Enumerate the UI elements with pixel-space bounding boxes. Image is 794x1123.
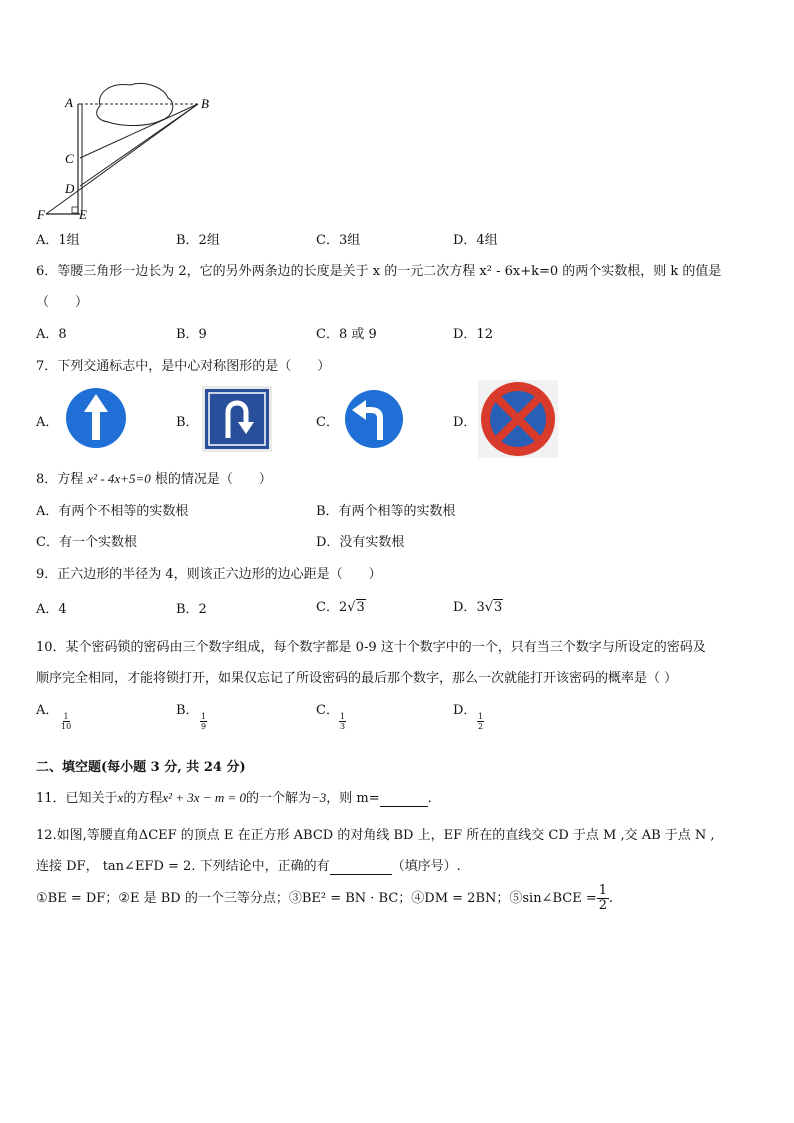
q5-option-b[interactable]: B．2组	[176, 233, 220, 248]
label-f: F	[37, 207, 45, 222]
q5-option-a[interactable]: A．1组	[36, 233, 80, 248]
q12-conclusions	[36, 884, 613, 913]
label-b: B	[201, 96, 209, 111]
q7-option-d-label[interactable]: D．	[453, 415, 477, 430]
q11-var-x: x	[117, 790, 124, 805]
left-turn-sign-icon[interactable]	[342, 388, 406, 450]
q11-end: ．	[427, 791, 441, 806]
right-angle-mark	[72, 207, 78, 213]
q7-option-c-label[interactable]: C．	[316, 415, 339, 430]
up-arrow-sign-icon[interactable]	[64, 386, 128, 450]
q9-option-b[interactable]: B．2	[176, 602, 207, 617]
q9-option-d-coef: 3	[476, 600, 485, 615]
q10-option-b[interactable]	[176, 699, 199, 718]
q11-answer-blank[interactable]	[380, 791, 428, 807]
q10-option-a-label: A．	[36, 703, 59, 718]
q8-equation: x² - 4x+5=0	[87, 471, 151, 486]
q10-stem-line1: 10．某个密码锁的密码由三个数字组成，每个数字都是 0-9 这十个数字中的一个，只有当三个数字与所设定的密码及	[36, 640, 706, 655]
q9-option-c-coef: 2	[338, 600, 348, 615]
q9-option-d[interactable]	[453, 596, 503, 615]
q12-fraction	[597, 884, 609, 913]
label-d: D	[65, 181, 75, 196]
fraction-denominator: 2	[598, 898, 608, 913]
q6-option-b[interactable]: B．9	[176, 327, 207, 342]
fraction-denominator: 3	[340, 722, 346, 731]
q5-geometry-figure	[34, 76, 224, 226]
q10-option-c[interactable]	[316, 699, 339, 718]
no-stopping-sign-icon[interactable]	[478, 380, 558, 458]
q8-option-a[interactable]: A．有两个不相等的实数根	[36, 504, 189, 519]
q8-stem-post: 根的情况是（ ）	[150, 472, 272, 487]
fraction-numerator: 1	[201, 712, 207, 721]
q11-stem	[36, 787, 441, 807]
q11-root: −3	[311, 790, 327, 805]
q9-option-c-label: C．	[316, 600, 339, 615]
q9-option-d-radicand: 3	[494, 600, 503, 615]
q12-stem-line2	[36, 855, 461, 875]
q6-stem-line2: （ ）	[36, 295, 89, 310]
q8-option-d[interactable]: D．没有实数根	[316, 535, 405, 550]
q10-option-c-label: C．	[316, 703, 339, 718]
q10-option-d-fraction	[477, 712, 484, 731]
fraction-numerator: 1	[63, 712, 69, 721]
q8-option-c[interactable]: C．有一个实数根	[36, 535, 137, 550]
q5-option-c[interactable]: C．3组	[316, 233, 361, 248]
q12-conclusions-text: ①BE = DF；②E 是 BD 的一个三等分点；③BE² = BN · BC；④DM = 2BN；⑤sin∠BCE =	[36, 891, 597, 906]
q9-option-d-label: D．	[453, 600, 477, 615]
q11-post2: ，则 m=	[326, 791, 380, 806]
fraction-numerator: 1	[598, 883, 608, 898]
fraction-denominator: 9	[201, 722, 207, 731]
q8-stem	[36, 468, 272, 487]
q10-option-b-fraction	[200, 712, 207, 731]
q10-option-d-label: D．	[453, 703, 477, 718]
q12-line2-post: （填序号）.	[391, 859, 461, 874]
sqrt-symbol: √3	[347, 600, 365, 615]
q7-stem: 7．下列交通标志中，是中心对称图形的是（ ）	[36, 359, 331, 374]
q10-option-c-fraction	[339, 712, 346, 731]
q11-equation: x² + 3x − m = 0	[162, 790, 246, 805]
q6-option-c[interactable]: C．8 或 9	[316, 327, 377, 342]
fraction-denominator: 2	[478, 722, 484, 731]
q5-option-d[interactable]: D．4组	[453, 233, 498, 248]
q9-stem: 9．正六边形的半径为 4，则该正六边形的边心距是（ ）	[36, 567, 382, 582]
q12-line2-pre: 连接 DF， tan∠EFD = 2. 下列结论中，正确的有	[36, 859, 330, 874]
q6-option-d[interactable]: D．12	[453, 327, 493, 342]
label-c: C	[65, 151, 74, 166]
q10-option-d[interactable]	[453, 699, 476, 718]
q10-option-a-fraction	[61, 712, 71, 731]
label-a: A	[65, 95, 73, 110]
q7-option-b-label[interactable]: B．	[176, 415, 199, 430]
q9-option-c[interactable]	[316, 596, 366, 615]
q10-option-b-label: B．	[176, 703, 199, 718]
q12-end: .	[609, 891, 614, 906]
fraction-numerator: 1	[340, 712, 346, 721]
q6-stem-line1: 6．等腰三角形一边长为 2，它的另外两条边的长度是关于 x 的一元二次方程 x² - 6x+k=0 的两个实数根，则 k 的值是	[36, 264, 722, 279]
segment-bc	[80, 104, 198, 158]
q10-stem-line2: 顺序完全相同，才能将锁打开，如果仅忘记了所设密码的最后那个数字，那么一次就能打开该密码的概率是（ ）	[36, 671, 678, 686]
q10-option-a[interactable]	[36, 699, 58, 718]
fraction-denominator: 10	[61, 722, 72, 731]
label-e: E	[79, 207, 87, 222]
q7-option-a-label[interactable]: A．	[36, 415, 59, 430]
q11-pre: 11．已知关于	[36, 791, 118, 806]
section-2-heading: 二、填空题(每小题 3 分, 共 24 分)	[36, 760, 246, 775]
q8-option-b[interactable]: B．有两个相等的实数根	[316, 504, 456, 519]
q11-post1: 的一个解为	[246, 791, 312, 806]
sqrt-symbol: √3	[484, 600, 503, 615]
q11-mid: 的方程	[123, 791, 163, 806]
q9-option-a[interactable]: A．4	[36, 602, 67, 617]
q12-stem-line1: 12.如图,等腰直角ΔCEF 的顶点 E 在正方形 ABCD 的对角线 BD 上，EF 所在的直线交 CD 于点 M ,交 AB 于点 N ,	[36, 828, 715, 843]
q6-option-a[interactable]: A．8	[36, 327, 67, 342]
q8-stem-pre: 8．方程	[36, 472, 88, 487]
u-turn-sign-icon[interactable]	[202, 386, 272, 452]
q9-option-c-radicand: 3	[356, 600, 365, 615]
q12-answer-blank[interactable]	[330, 859, 392, 875]
fraction-numerator: 1	[478, 712, 484, 721]
